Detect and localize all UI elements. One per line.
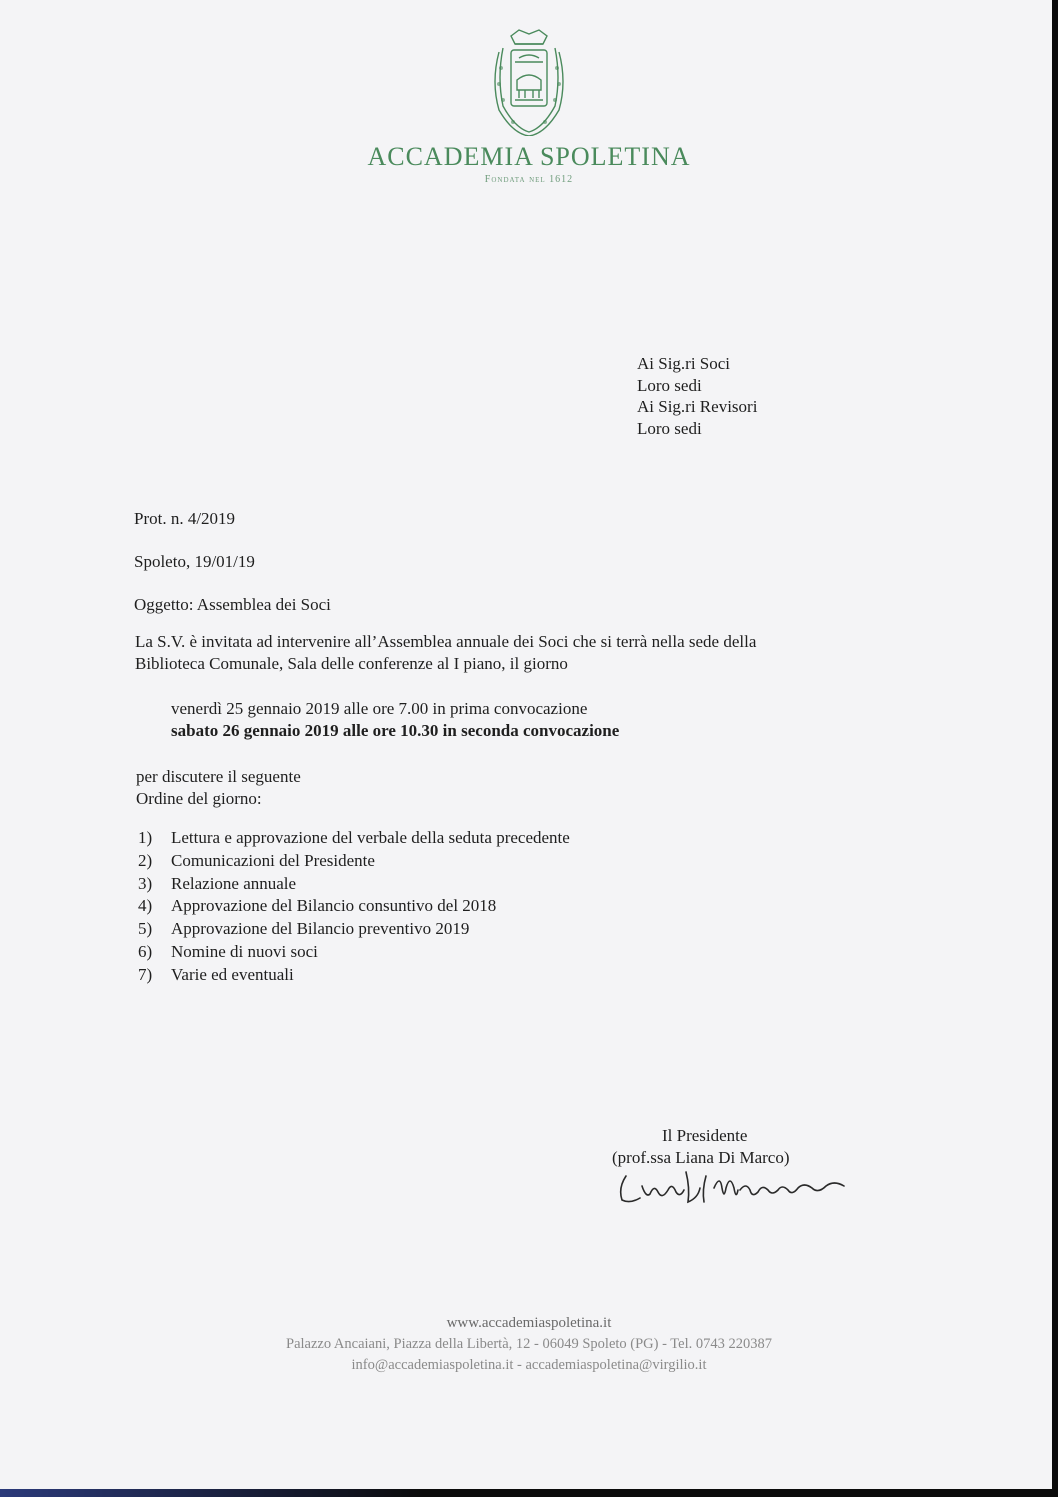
first-convocation: venerdì 25 gennaio 2019 alle ore 7.00 in prima convocazione — [171, 699, 588, 718]
recipient-line: Ai Sig.ri Soci — [637, 354, 731, 373]
letterhead — [0, 28, 1058, 185]
place-date: Spoleto, 19/01/19 — [134, 552, 255, 571]
agenda-item-number: 5) — [138, 919, 153, 939]
agenda-item — [138, 827, 570, 850]
protocol-number: Prot. n. 4/2019 — [134, 509, 236, 528]
footer — [0, 1313, 1058, 1376]
scan-edge-bottom — [0, 1489, 1058, 1497]
agenda-item — [138, 964, 570, 987]
agenda-item — [138, 941, 570, 964]
agenda-item — [138, 918, 570, 941]
organization-name: ACCADEMIA SPOLETINA — [367, 142, 691, 171]
recipients-block — [637, 353, 757, 439]
subject-line: Oggetto: Assemblea dei Soci — [134, 595, 331, 614]
convocation-dates — [171, 698, 619, 742]
agenda-item-text: Approvazione del Bilancio consuntivo del 2018 — [171, 896, 497, 916]
agenda-item-number: 4) — [138, 896, 153, 916]
agenda-item-text: Varie ed eventuali — [171, 964, 294, 984]
agenda-item-number: 2) — [138, 850, 153, 870]
address-line: Palazzo Ancaiani, Piazza della Libertà, 12 - 06049 Spoleto (PG) - Tel. 0743 220387 — [286, 1336, 772, 1352]
agenda-item-number: 3) — [138, 873, 153, 893]
scan-edge-right — [1052, 0, 1058, 1497]
signatory-role: Il Presidente — [662, 1126, 748, 1145]
second-convocation: sabato 26 gennaio 2019 alle ore 10.30 in seconda convocazione — [171, 721, 620, 740]
agenda-intro-line: per discutere il seguente — [136, 767, 301, 786]
recipient-line: Loro sedi — [637, 418, 702, 438]
agenda-item-number: 1) — [138, 828, 153, 847]
recipient-line: Ai Sig.ri Revisori — [637, 397, 758, 416]
agenda-item-text: Relazione annuale — [171, 873, 297, 893]
agenda-list — [138, 827, 570, 987]
agenda-item-text: Lettura e approvazione del verbale della seduta precedente — [171, 828, 570, 847]
founded-line: Fondata nel 1612 — [484, 174, 574, 185]
agenda-item-text: Comunicazioni del Presidente — [171, 850, 375, 870]
website-link[interactable]: www.accademiaspoletina.it — [446, 1315, 612, 1331]
email-line[interactable]: info@accademiaspoletina.it - accademiaspoletina@virgilio.it — [351, 1357, 707, 1373]
agenda-item-number: 6) — [138, 941, 153, 961]
invitation-text — [135, 631, 895, 674]
handwritten-signature-icon — [612, 1168, 862, 1212]
agenda-heading: Ordine del giorno: — [136, 788, 262, 808]
invitation-line: Biblioteca Comunale, Sala delle conferenze al I piano, il giorno — [135, 653, 568, 673]
agenda-item — [138, 873, 570, 896]
crest-logo-icon — [489, 28, 569, 136]
agenda-item-text: Nomine di nuovi soci — [171, 941, 318, 961]
agenda-item-text: Approvazione del Bilancio preventivo 2019 — [171, 919, 470, 939]
agenda-item — [138, 895, 570, 918]
agenda-item — [138, 850, 570, 873]
signature-block — [612, 1125, 790, 1169]
invitation-line: La S.V. è invitata ad intervenire all’Assemblea annuale dei Soci che si terrà nella sede della — [135, 632, 757, 651]
agenda-item-number: 7) — [138, 964, 153, 984]
agenda-intro — [136, 766, 301, 809]
recipient-line: Loro sedi — [637, 375, 702, 395]
signatory-name: (prof.ssa Liana Di Marco) — [612, 1148, 790, 1167]
